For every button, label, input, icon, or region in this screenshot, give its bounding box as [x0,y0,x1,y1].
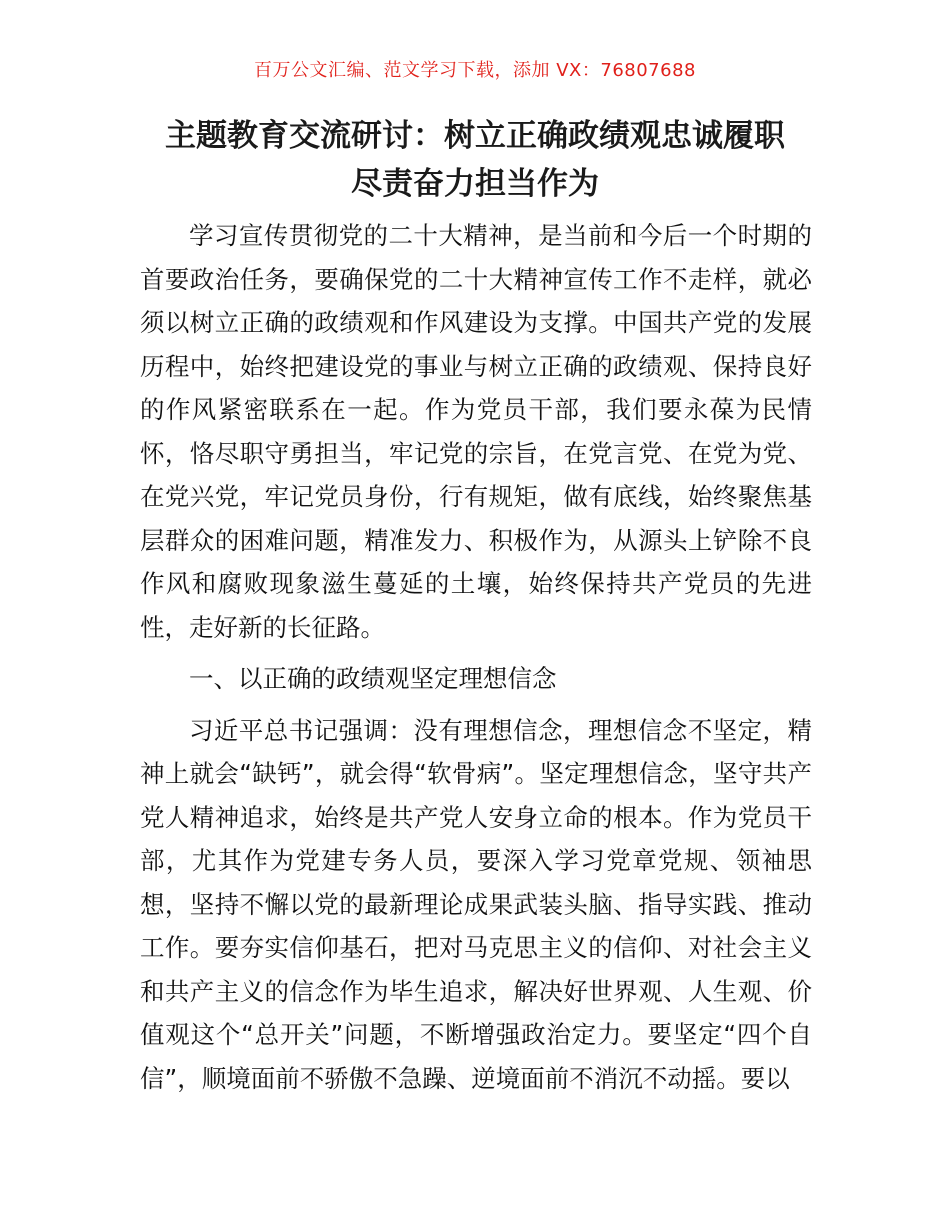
document-title [140,112,810,208]
title-line-2: 尽责奋力担当作为 [351,166,599,202]
section-heading: 一、以正确的政绩观坚定理想信念 [189,664,557,693]
document-body [140,214,812,1100]
paragraph: 学习宣传贯彻党的二十大精神，是当前和今后一个时期的首要政治任务，要确保党的二十大精神宣传工作不走样，就必须以树立正确的政绩观和作风建设为支撑。中国共产党的发展历程中，始终把建设党的事业与树立正确的政绩观、保持良好的作风紧密联系在一起。作为党员干部，我们要永葆为民情怀，恪尽职守勇担当，牢记党的宗旨，在党言党、在党为党、在党兴党，牢记党员身份，行有规矩，做有底线，始终聚焦基层群众的困难问题，精准发力、积极作为，从源头上铲除不良作风和腐败现象滋生蔓延的土壤，始终保持共产党员的先进性，走好新的长征路。 [140,221,812,642]
paragraph: 习近平总书记强调：没有理想信念，理想信念不坚定，精神上就会“缺钙”，就会得“软骨病”。坚定理想信念，坚守共产党人精神追求，始终是共产党人安身立命的根本。作为党员干部，尤其作为党建专务人员，要深入学习党章党规、领袖思想，坚持不懈以党的最新理论成果武装头脑、指导实践、推动工作。要夯实信仰基石，把对马克思主义的信仰、对社会主义和共产主义的信念作为毕生追求，解决好世界观、人生观、价值观这个“总开关”问题，不断增强政治定力。要坚定“四个自信”，顺境面前不骄傲不急躁、逆境面前不消沉不动摇。要以 [140,715,812,1093]
title-line-1: 主题教育交流研讨：树立正确政绩观忠诚履职 [165,118,785,154]
header-notice: 百万公文汇编、范文学习下载，添加 VX：76807688 [254,60,696,81]
